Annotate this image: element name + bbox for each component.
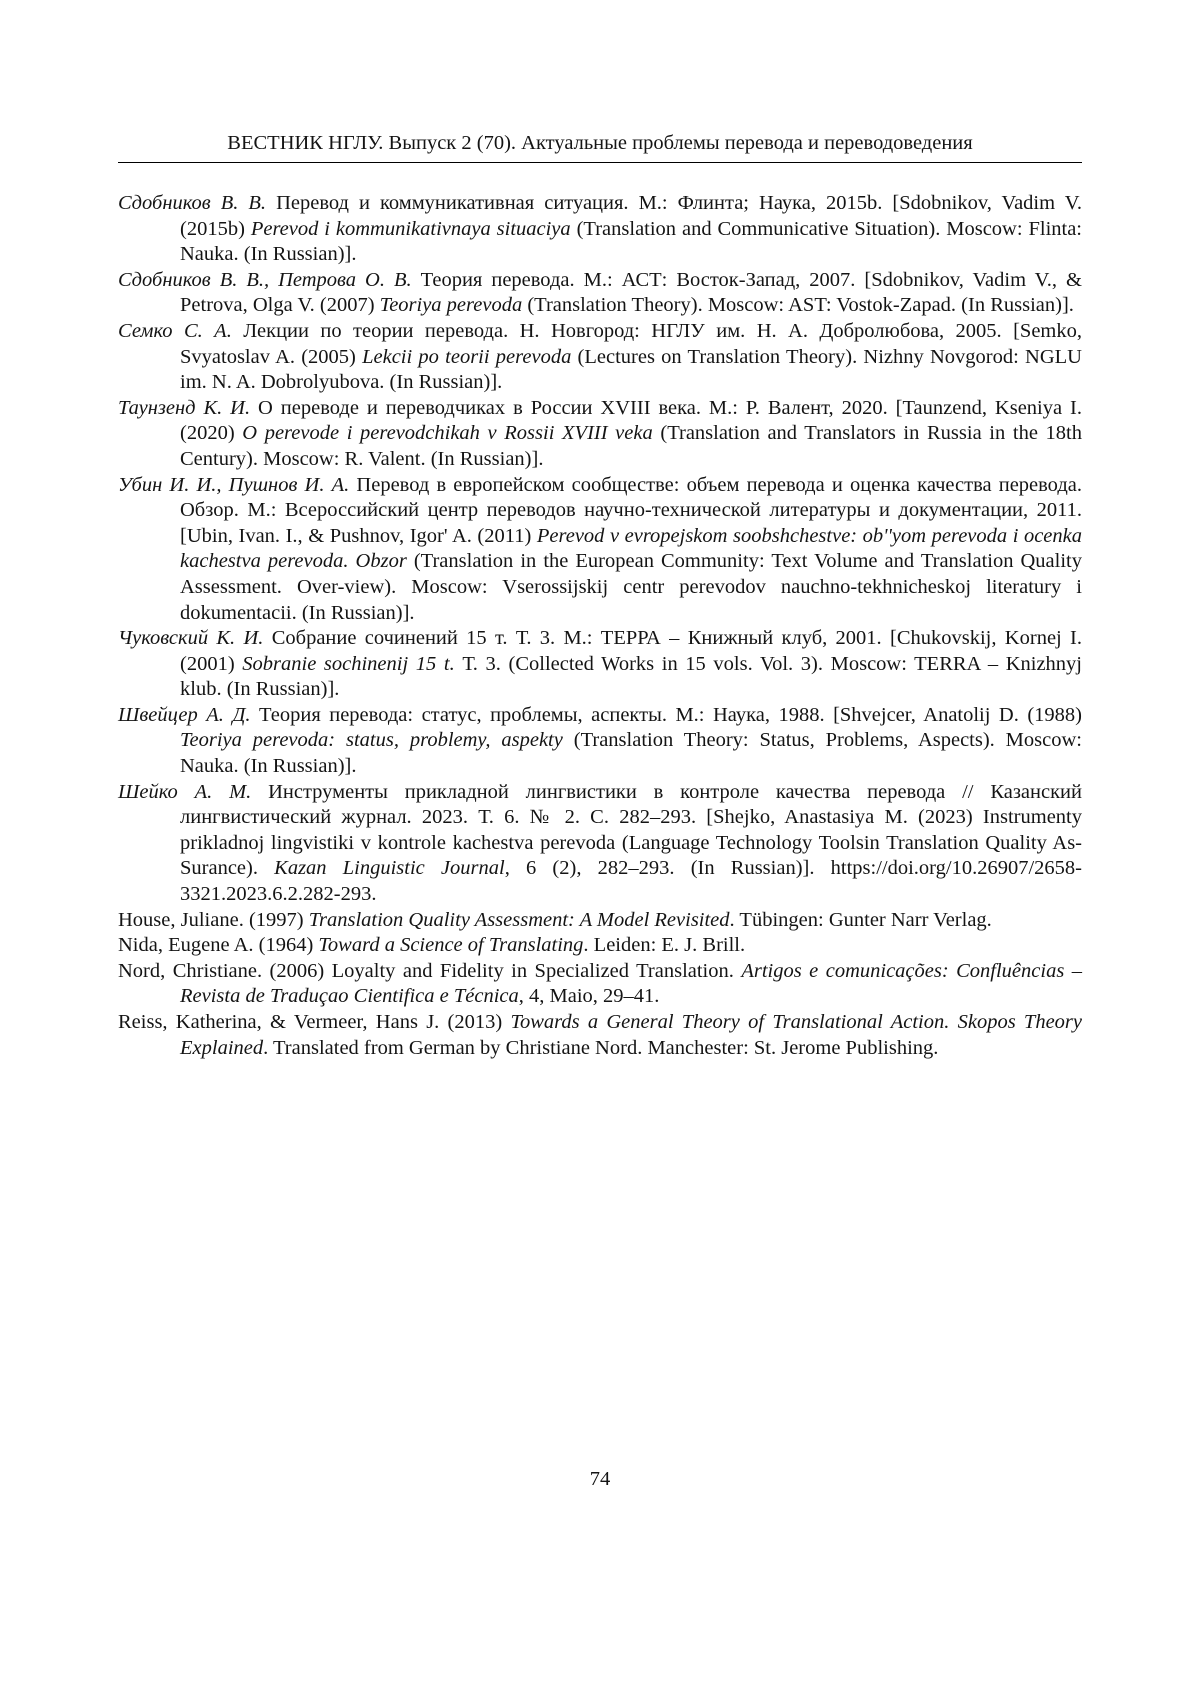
reference-segment-italic: Toward a Science of Translating (318, 934, 584, 957)
reference-segment: . Tübingen: Gunter Narr Verlag. (729, 908, 992, 931)
reference-segment-italic: Убин И. И., Пушнов И. А. (118, 473, 350, 496)
reference-segment-italic: Чуковский К. И. (118, 627, 264, 650)
reference-item (118, 908, 1082, 934)
reference-segment-italic: Kazan Linguistic Journal (274, 857, 505, 880)
reference-segment-italic: Таунзенд К. И. (118, 396, 251, 419)
reference-segment: (Lectures on Translation Theory). Nizhny Novgorod: NGLU im. N. A. Dobrolyubova. (In Russian)]. (180, 345, 1082, 394)
reference-segment-italic: Towards a General Theory of Translational Action. Skopos Theory Explained (180, 1011, 1083, 1059)
reference-segment-italic: Семко С. А. (118, 319, 232, 342)
reference-item (118, 1010, 1082, 1061)
reference-segment-italic: Шейко А. М. (118, 780, 252, 803)
reference-segment-italic: Perevod v evropejskom soobshchestve: ob''yom perevoda i ocenka kachestva perevoda. Obzor (180, 524, 1082, 573)
reference-item (118, 268, 1082, 319)
reference-item (118, 780, 1082, 908)
reference-segment: (Translation Theory: Status, Problems, Aspects). Moscow: Nauka. (In Russian)]. (180, 729, 1082, 778)
reference-segment: Теория перевода: статус, проблемы, аспекты. М.: Наука, 1988. [Shvejcer, Anatolij D. (1988) (250, 703, 1083, 726)
reference-item (118, 933, 1082, 959)
reference-segment: Reiss, Katherina, & Vermeer, Hans J. (2013) (118, 1011, 511, 1033)
reference-segment-italic: Teoriya perevoda (379, 294, 523, 317)
reference-segment: Теория перевода. М.: АСТ: Восток-Запад, 2007. [Sdobnikov, Vadim V., & Petrova, Olga V. (2007) (180, 268, 1082, 317)
reference-segment: (Translation and Translators in Russia in the 18th Century). Moscow: R. Valent. (In Russian)]. (180, 422, 1082, 470)
reference-segment: , 4, Maio, 29–41. (518, 985, 660, 1008)
reference-segment: Nord, Christiane. (2006) Loyalty and Fidelity in Specialized Translation. (118, 959, 742, 982)
reference-segment: Собрание сочинений 15 т. Т. 3. М.: ТЕРРА – Книжный клуб, 2001. [Chukovskij, Kornej I. (2001) (180, 627, 1082, 675)
header-divider (118, 162, 1082, 163)
reference-segment-italic: Sobranie sochinenij 15 t. (242, 652, 455, 675)
reference-segment-italic: Швейцер А. Д. (118, 703, 251, 726)
reference-segment-italic: Сдобников В. В. (118, 192, 267, 214)
reference-segment: House, Juliane. (1997) (118, 908, 309, 931)
reference-segment: Т. 3. (Collected Works in 15 vols. Vol. 3). Moscow: TERRA – Knizhnyj klub. (In Russian)]. (180, 652, 1082, 701)
reference-segment: Nida, Eugene A. (1964) (118, 934, 319, 957)
reference-segment-italic: Lekcii po teorii perevoda (362, 345, 572, 368)
reference-item (118, 396, 1082, 473)
reference-segment-italic: O perevode i perevodchikah v Rossii XVIII veka (242, 422, 653, 445)
reference-segment-italic: Сдобников В. В., Петрова О. В. (118, 268, 412, 291)
reference-segment: Перевод и коммуникативная ситуация. М.: Флинта; Наука, 2015b. [Sdobnikov, Vadim V. (2015b) (180, 192, 1082, 240)
reference-item (118, 473, 1082, 627)
references-list (118, 191, 1082, 1061)
reference-segment-italic: Artigos e comunicações: Confluências – Revista de Traduçao Cientifica e Técnica (180, 959, 1083, 1008)
reference-segment: (Translation Theory). Moscow: AST: Vostok-Zapad. (In Russian)]. (522, 294, 1074, 317)
reference-segment: Лекции по теории перевода. Н. Новгород: НГЛУ им. Н. А. Добролюбова, 2005. [Semko, Svyatoslav A. (2005) (180, 319, 1082, 368)
reference-segment: Перевод в европейском сообществе: объем перевода и оценка качества перевода. Обзор. М.: Всероссийский центр переводов научно-технической литературы и документации, 2011. [Ubin, Ivan. I., & Pushnov, Igor' A. (2011) (180, 473, 1083, 547)
journal-header: ВЕСТНИК НГЛУ. Выпуск 2 (70). Актуальные проблемы перевода и переводоведения (227, 132, 973, 154)
reference-segment-italic: Teoriya perevoda: status, problemy, aspekty (180, 729, 563, 752)
page-number: 74 (589, 1468, 611, 1490)
reference-item (118, 703, 1082, 780)
reference-segment: . Translated from German by Christiane Nord. Manchester: St. Jerome Publishing. (263, 1036, 939, 1059)
reference-segment: (Translation in the European Community: Text Volume and Translation Quality Assessment. Over-view). Moscow: Vserossijskij centr perevodov nauchno-tekhnicheskoj literatury i dokumentacii. (In Russian)]. (180, 550, 1082, 624)
reference-item (118, 626, 1082, 703)
reference-segment: , 6 (2), 282–293. (In Russian)]. https://doi.org/10.26907/2658-3321.2023.6.2.282-293. (180, 857, 1082, 906)
reference-segment: О переводе и переводчиках в России XVIII века. М.: Р. Валент, 2020. [Taunzend, Kseniya I. (2020) (180, 396, 1082, 445)
reference-segment: . Leiden: E. J. Brill. (583, 934, 746, 957)
reference-segment-italic: Perevod i kommunikativnaya situaciya (250, 217, 571, 240)
reference-segment: (Translation and Communicative Situation). Moscow: Flinta: Nauka. (In Russian)]. (180, 217, 1082, 266)
reference-item (118, 319, 1082, 396)
reference-item (118, 959, 1082, 1010)
reference-segment: Инструменты прикладной лингвистики в контроле качества перевода // Казанский лингвистический журнал. 2023. Т. 6. № 2. С. 282–293. [Shejko, Anastasiya M. (2023) Instrumenty prikladnoj lingvistiki v kontrole kachestva perevoda (Language Technology Toolsin Translation Quality As-Surance). (180, 780, 1082, 880)
reference-segment-italic: Translation Quality Assessment: A Model Revisited (308, 908, 730, 931)
reference-item (118, 191, 1082, 268)
